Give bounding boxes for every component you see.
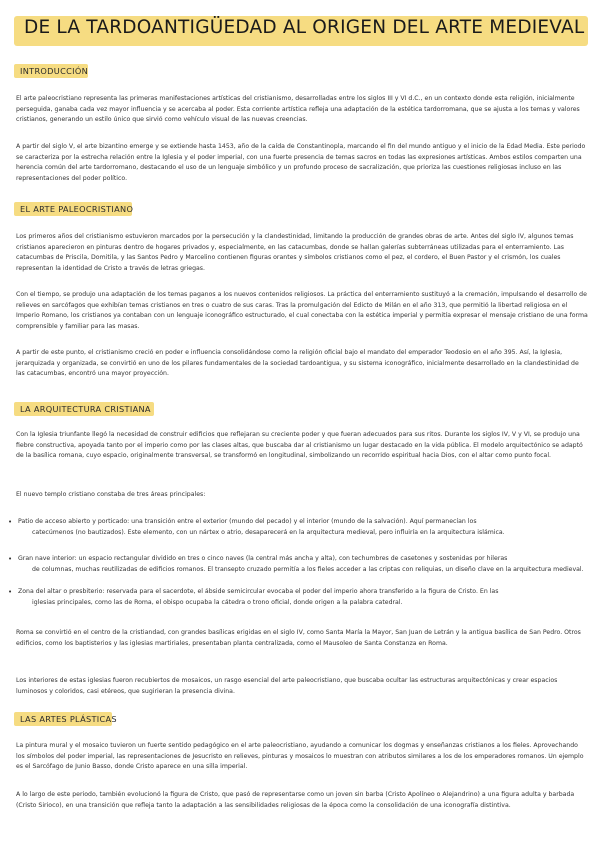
list-item [8, 554, 590, 575]
bullet-line-1: Patio de acceso abierto y porticado: una transición entre el exterior (mundo del pecado) y el interior (mundo de la salvación). Aquí permanecían los [18, 518, 477, 525]
bullet-icon: • [8, 518, 13, 526]
bullet-icon: • [8, 555, 13, 563]
plasticas-paragraph-2: A lo largo de este periodo, también evolucionó la figura de Cristo, que pasó de representarse como un joven sin barba (Cristo Apolíneo o Alejandrino) a una figura adulta y barbada (Cristo Sirioco), en una transición que refleja tanto la adaptación a las sensibilidades religiosas de la época como la consolidación de una iconografía distintiva. [16, 791, 575, 809]
bullet-line-2: de columnas, muchas reutilizadas de edificios romanos. El transepto cruzado permitía a los fieles acceder a las criptas con reliquias, un diseño clave en la arquitectura medieval. [32, 565, 584, 573]
intro-paragraph-1: El arte paleocristiano representa las primeras manifestaciones artísticas del cristianismo, desarrolladas entre los siglos III y VI d.C., en un contexto donde esta religión, inicialmente perseguida, ganaba cada vez mayor influencia y se acercaba al poder. Esta corriente artística refleja una adaptación de la estética tardorromana, que se ajusta a los temas y valores cristianos, generando un estilo único que sirvió como vehículo visual de las nuevas creencias. [16, 95, 580, 123]
arq-paragraph-2: El nuevo templo cristiano constaba de tres áreas principales: [16, 491, 206, 498]
arq-paragraph-4: Los interiores de estas iglesias fueron recubiertos de mosaicos, un rasgo esencial del arte paleocristiano, que buscaba ocultar las estructuras arquitectónicas y crear espacios luminosos y coloridos, casi etéreos, que sugirieran la presencia divina. [16, 677, 558, 695]
bullet-icon: • [8, 588, 13, 596]
heading-text: INTRODUCCIÓN [20, 66, 88, 76]
heading-text: LA ARQUITECTURA CRISTIANA [20, 404, 151, 414]
title-banner [14, 12, 588, 48]
heading-text: LAS ARTES PLÁSTICAS [20, 714, 117, 724]
page-title: DE LA TARDOANTIGÜEDAD AL ORIGEN DEL ARTE MEDIEVAL [24, 17, 585, 38]
bullet-line-2: catecúmenos (no bautizados). Este elemento, con un nártex o atrio, desaparecerá en la arquitectura medieval, pero influiría en la arquitectura islámica. [32, 528, 505, 536]
arq-paragraph-1: Con la Iglesia triunfante llegó la necesidad de construir edificios que reflejaran su creciente poder y que fueran adecuados para sus ritos. Durante los siglos IV, V y VI, se produjo una fiebre constructiva, apoyada tanto por el imperio como por las clases altas, que buscaba dar al cristianismo un lugar destacado en la vida pública. El modelo arquitectónico se adaptó de la basílica romana, cuyo espacio, originalmente transversal, se transformó en longitudinal, simbolizando un recorrido espiritual hacia Dios, con el altar como punto focal. [16, 431, 583, 459]
intro-paragraph-2: A partir del siglo V, el arte bizantino emerge y se extiende hasta 1453, año de la caída de Constantinopla, marcando el fin del mundo antiguo y el inicio de la Edad Media. Este periodo se caracteriza por la estrecha relación entre la Iglesia y el poder imperial, con una fuerte presencia de temas sacros en todas las expresiones artísticas. Ambos estilos comparten una herencia común del arte tardorromano, destacando el uso de un lenguaje simbólico y un profundo proceso de sacralización, que prioriza las cuestiones religiosas incluso en las representaciones del poder político. [16, 143, 586, 182]
list-item [8, 517, 590, 538]
paleo-paragraph-3: A partir de este punto, el cristianismo creció en poder e influencia consolidándose como la religión oficial bajo el mandato del emperador Teodosio en el año 395. Así, la Iglesia, jerarquizada y organizada, se convirtió en uno de los pilares fundamentales de la sociedad tardoantigua, y su sistema iconográfico, inicialmente desarrollado en la clandestinidad de las catacumbas, encontró una mayor proyección. [16, 349, 579, 377]
bullet-line-1: Gran nave interior: un espacio rectangular dividido en tres o cinco naves (la central más ancha y alta), con techumbres de casetones y sostenidas por hileras [18, 555, 508, 562]
bullet-line-2: iglesias principales, como las de Roma, el obispo ocupaba la cátedra o trono oficial, donde origen a la palabra catedral. [32, 598, 403, 606]
list-item [8, 587, 590, 608]
plasticas-paragraph-1: La pintura mural y el mosaico tuvieron un fuerte sentido pedagógico en el arte paleocristiano, ayudando a comunicar los dogmas y enseñanzas cristianos a los fieles. Aprovechando los símbolos del poder imperial, las representaciones de Jesucristo en relieves, pinturas y mosaicos lo muestran con atributos similares a los de los emperadores romanos. Un ejemplo es el Sarcófago de Junio Basso, donde Cristo aparece en una silla imperial. [16, 742, 584, 770]
paleo-paragraph-1: Los primeros años del cristianismo estuvieron marcados por la persecución y la clandestinidad, limitando la producción de grandes obras de arte. Antes del siglo IV, algunos temas cristianos aparecieron en pinturas dentro de hogares privados y, especialmente, en las catacumbas, donde se hallan galerías subterráneas utilizadas para el enterramiento. Las catacumbas de Priscila, Domitila, y las Santos Pedro y Marcelino contienen figuras orantes y símbolos cristianos como el pez, el cordero, el Buen Pastor y el crismón, los cuales representan la identidad de Cristo a través de letras griegas. [16, 233, 574, 272]
arq-paragraph-3: Roma se convirtió en el centro de la cristiandad, con grandes basílicas erigidas en el siglo IV, como Santa María la Mayor, San Juan de Letrán y la antigua basílica de San Pedro. Otros edificios, como los baptisterios y las iglesias martiriales, presentaban planta centralizada, como el Mausoleo de Santa Constanza en Roma. [16, 629, 581, 647]
paleo-paragraph-2: Con el tiempo, se produjo una adaptación de los temas paganos a los nuevos contenidos religiosos. La práctica del enterramiento sustituyó a la cremación, impulsando el desarrollo de relieves en sarcófagos que exhibían temas cristianos en tres o cuatro de sus caras. Tras la promulgación del Edicto de Milán en el año 313, que permitió la libertad religiosa en el Imperio Romano, los cristianos ya contaban con un lenguaje iconográfico estructurado, el cual conectaba con la estética imperial y permitía expresar el mensaje cristiano de una forma comprensible y familiar para las masas. [16, 291, 588, 330]
heading-text: EL ARTE PALEOCRISTIANO [20, 204, 134, 214]
bullet-line-1: Zona del altar o presbiterio: reservada para el sacerdote, el ábside semicircular evocaba el poder del imperio ahora transferido a la figura de Cristo. En las [18, 588, 499, 595]
